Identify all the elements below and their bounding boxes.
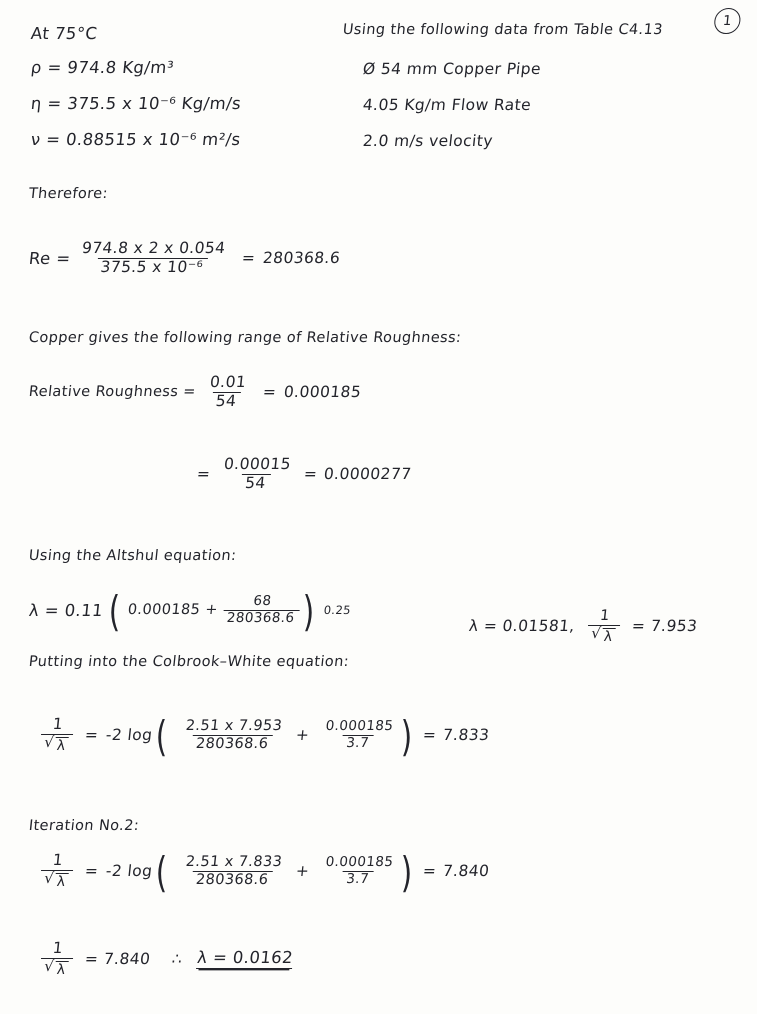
reynolds-label: Re = — [28, 248, 72, 268]
colebrook-paren-close: ) — [400, 712, 413, 762]
page-number: 1 — [713, 8, 742, 34]
final-result-line — [34, 940, 292, 978]
therefore-symbol: ∴ — [171, 949, 184, 968]
reynolds-equals: = — [241, 249, 257, 268]
roughness-fraction-1 — [203, 374, 251, 411]
iteration2-term1-numerator: 2.51 x 7.833 — [185, 853, 284, 870]
sqrt-symbol-icon: √ — [43, 732, 56, 751]
iteration2-result-value: 7.840 — [441, 861, 491, 880]
roughness-numerator-2: 0.00015 — [223, 455, 293, 473]
altshul-lambda-label: λ = 0.11 — [28, 600, 105, 620]
iteration2-equation — [34, 848, 491, 898]
roughness-equals-3: = — [303, 465, 319, 484]
colebrook-lhs-denominator — [39, 734, 73, 754]
iteration2-minus-two-log: -2 log — [105, 861, 154, 880]
altshul-result-equals: = — [630, 617, 646, 636]
relative-roughness-label: Relative Roughness = — [28, 384, 197, 401]
final-lhs-numerator: 1 — [51, 939, 65, 957]
iteration2-equals: = — [83, 861, 99, 880]
altshul-inner-fraction — [222, 594, 301, 626]
relative-roughness-line-1 — [28, 374, 361, 411]
reynolds-value: 280368.6 — [262, 249, 342, 268]
reynolds-denominator: 375.5 x 10⁻⁶ — [95, 258, 207, 277]
colebrook-paren-open: ( — [156, 712, 168, 762]
altshul-fraction-numerator: 68 — [252, 593, 273, 609]
colebrook-lhs-numerator: 1 — [51, 715, 65, 733]
kinematic-viscosity-line: ν = 0.88515 x 10⁻⁶ m²/s — [30, 130, 242, 149]
roughness-intro: Copper gives the following range of Relative Roughness: — [28, 330, 463, 346]
roughness-fraction-2 — [217, 456, 296, 493]
iteration2-term2-fraction — [319, 855, 398, 887]
relative-roughness-line-2 — [196, 455, 413, 493]
reynolds-number-equation — [28, 240, 340, 277]
reynolds-numerator: 974.8 x 2 x 0.054 — [80, 239, 226, 257]
sqrt-symbol-icon: √ — [43, 868, 56, 887]
colebrook-equals: = — [83, 725, 99, 744]
final-equals: = — [83, 949, 99, 968]
data-item-velocity: 2.0 m/s velocity — [362, 132, 494, 150]
altshul-lambda-result: λ = 0.01581, — [468, 617, 576, 636]
final-inverse-value: 7.840 — [103, 949, 152, 968]
roughness-numerator-1: 0.01 — [209, 373, 248, 391]
roughness-denominator-1: 54 — [211, 392, 242, 411]
colebrook-equation — [34, 712, 491, 762]
iteration2-term2-numerator: 0.000185 — [324, 853, 395, 870]
density-line: ρ = 974.8 Kg/m³ — [30, 58, 175, 77]
colebrook-term1-fraction — [179, 718, 287, 752]
colebrook-term1-denominator: 280368.6 — [191, 734, 273, 752]
altshul-intro: Using the Altshul equation: — [28, 548, 238, 564]
altshul-fraction-denominator: 280368.6 — [222, 610, 299, 627]
altshul-inner-first-term: 0.000185 + — [126, 602, 219, 619]
data-item-diameter: Ø 54 mm Copper Pipe — [362, 60, 542, 78]
iteration2-term1-fraction — [179, 854, 287, 888]
sqrt-symbol-icon: √ — [43, 956, 56, 975]
iteration2-term2-denominator: 3.7 — [342, 870, 374, 887]
iteration2-title: Iteration No.2: — [28, 818, 140, 834]
colebrook-term2-numerator: 0.000185 — [324, 717, 395, 734]
altshul-inverse-numerator: 1 — [599, 608, 611, 624]
final-lhs-denominator — [39, 958, 73, 978]
roughness-equals-1: = — [262, 383, 278, 402]
colebrook-result-value: 7.833 — [441, 725, 491, 744]
colebrook-lhs-fraction — [39, 716, 75, 754]
temperature-heading: At 75°C — [30, 24, 99, 43]
table-reference-note: Using the following data from Table C4.13 — [342, 22, 664, 38]
iteration2-term1-denominator: 280368.6 — [191, 870, 273, 888]
dynamic-viscosity-line: η = 375.5 x 10⁻⁶ Kg/m/s — [30, 94, 243, 113]
roughness-value-1: 0.000185 — [283, 383, 363, 402]
altshul-exponent: 0.25 — [323, 603, 352, 618]
altshul-paren-close: ) — [303, 587, 315, 637]
data-item-flow-rate: 4.05 Kg/m Flow Rate — [362, 96, 533, 114]
sqrt-radicand: λ — [54, 961, 68, 978]
colebrook-minus-two-log: -2 log — [105, 725, 154, 744]
altshul-result-value: 7.953 — [649, 617, 699, 636]
iteration2-result-equals: = — [422, 861, 438, 880]
colebrook-term2-fraction — [319, 719, 398, 751]
final-lambda-value: λ = 0.0162 — [195, 948, 294, 968]
iteration2-lhs-denominator — [39, 870, 73, 890]
colebrook-term2-denominator: 3.7 — [342, 734, 374, 751]
sqrt-radicand: λ — [54, 873, 68, 890]
roughness-denominator-2: 54 — [241, 474, 272, 493]
altshul-paren-open: ( — [108, 587, 121, 637]
iteration2-plus: + — [294, 861, 310, 880]
iteration2-lhs-fraction — [39, 852, 75, 890]
altshul-results — [468, 608, 699, 645]
sqrt-radicand: λ — [601, 628, 615, 645]
iteration2-paren-close: ) — [400, 848, 413, 898]
altshul-inverse-sqrt-lambda — [586, 608, 622, 645]
final-lhs-fraction — [39, 940, 75, 978]
roughness-value-2: 0.0000277 — [322, 465, 413, 484]
roughness-equals-2: = — [196, 465, 212, 484]
altshul-inverse-denominator — [586, 625, 620, 645]
sqrt-symbol-icon: √ — [590, 623, 603, 642]
colebrook-result-equals: = — [422, 725, 438, 744]
colebrook-intro: Putting into the Colbrook–White equation: — [28, 654, 350, 670]
iteration2-paren-open: ( — [156, 848, 168, 898]
colebrook-term1-numerator: 2.51 x 7.953 — [185, 717, 284, 734]
therefore-label: Therefore: — [28, 186, 109, 202]
sqrt-radicand: λ — [54, 737, 68, 754]
iteration2-lhs-numerator: 1 — [51, 851, 65, 869]
altshul-equation — [28, 587, 352, 637]
reynolds-fraction — [75, 240, 230, 277]
colebrook-plus: + — [294, 725, 310, 744]
